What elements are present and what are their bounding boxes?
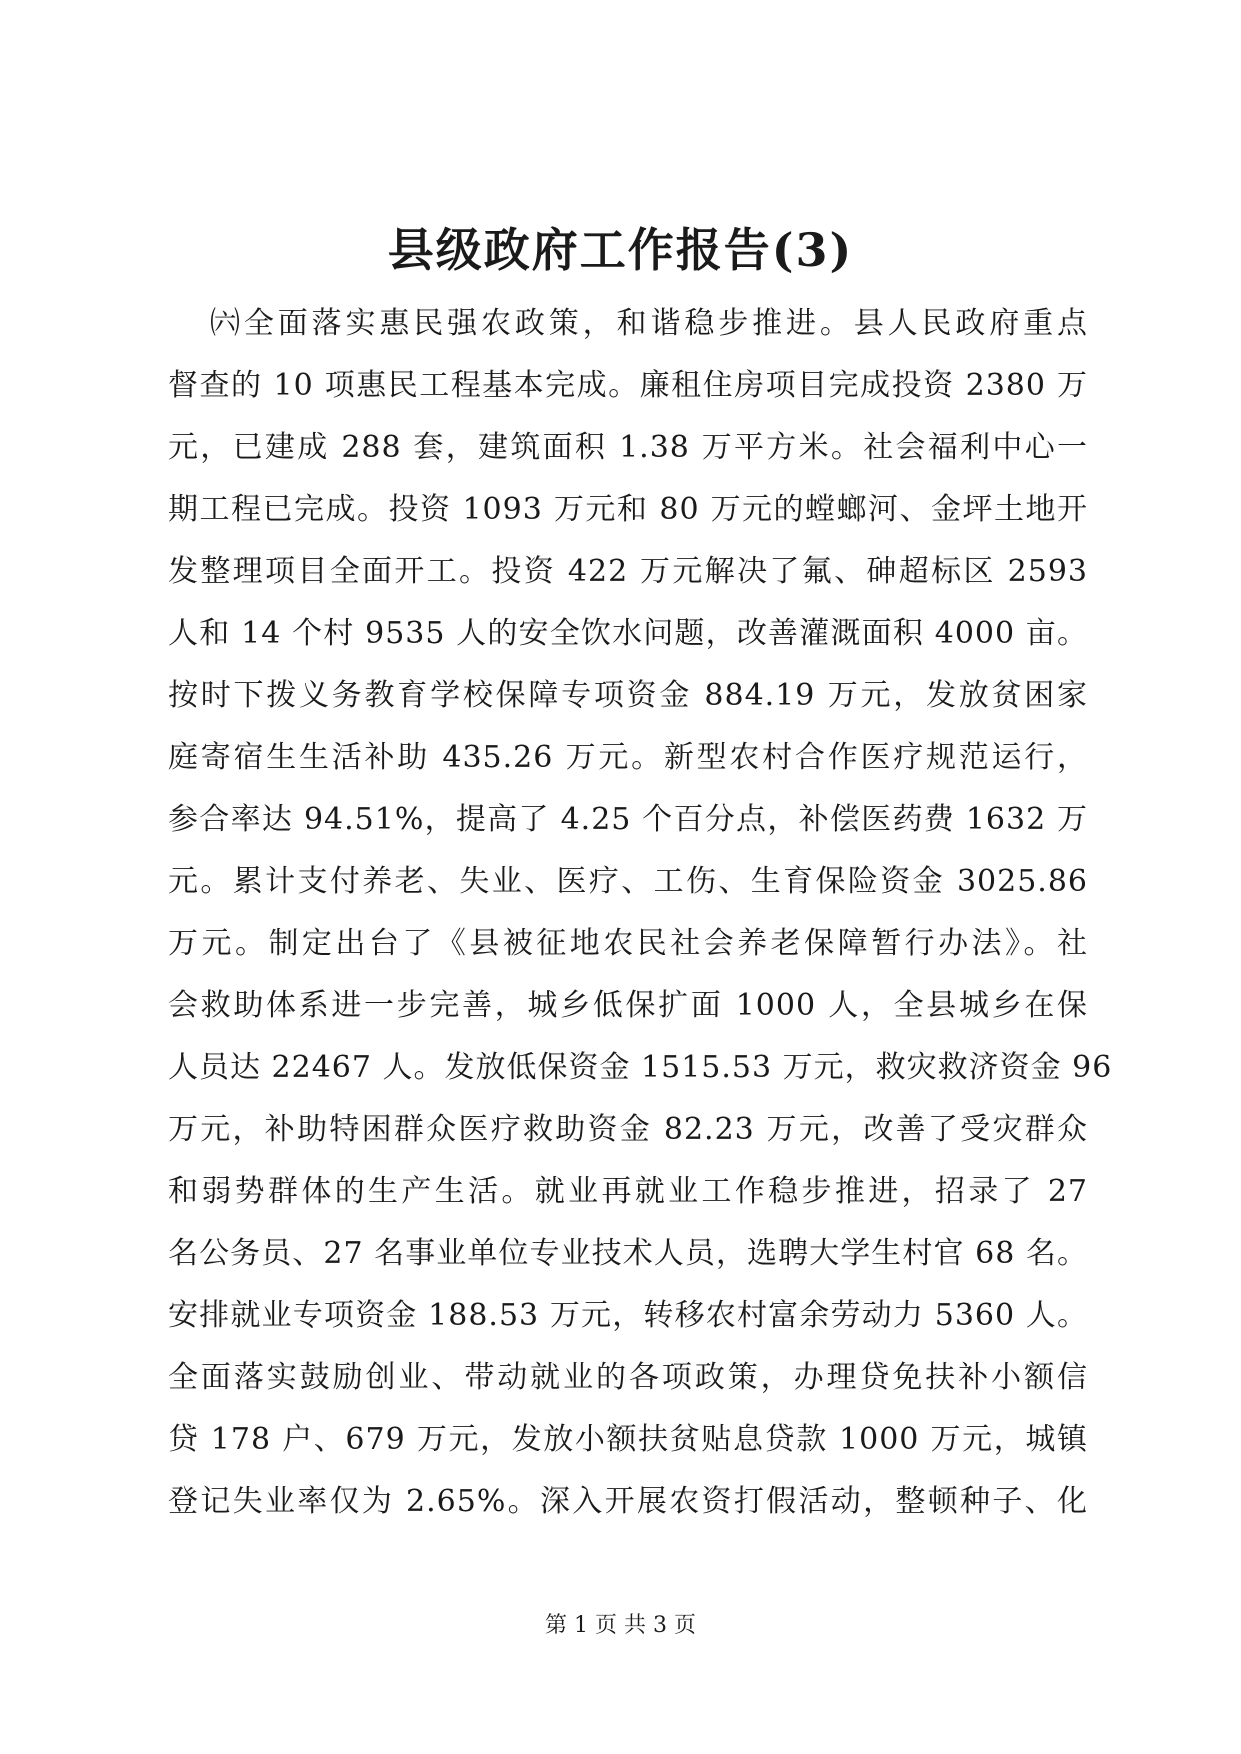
body-line: 参合率达 94.51%，提高了 4.25 个百分点，补偿医药费 1632 万 bbox=[168, 802, 1088, 837]
body-line: 万元。制定出台了《县被征地农民社会养老保障暂行办法》。社 bbox=[168, 926, 1088, 961]
body-line: 人和 14 个村 9535 人的安全饮水问题，改善灌溉面积 4000 亩。 bbox=[168, 616, 1088, 651]
document-title: 县级政府工作报告(3) bbox=[387, 223, 854, 277]
body-line: 安排就业专项资金 188.53 万元，转移农村富余劳动力 5360 人。 bbox=[168, 1298, 1088, 1333]
page-footer: 第 1 页 共 3 页 bbox=[545, 1613, 696, 1638]
body-line: 会救助体系进一步完善，城乡低保扩面 1000 人，全县城乡在保 bbox=[168, 988, 1088, 1023]
body-line: 登记失业率仅为 2.65%。深入开展农资打假活动，整顿种子、化 bbox=[168, 1484, 1088, 1519]
body-line: ㈥全面落实惠民强农政策，和谐稳步推进。县人民政府重点 bbox=[210, 306, 1088, 341]
body-line: 名公务员、27 名事业单位专业技术人员，选聘大学生村官 68 名。 bbox=[168, 1236, 1088, 1271]
body-line: 按时下拨义务教育学校保障专项资金 884.19 万元，发放贫困家 bbox=[168, 678, 1088, 713]
body-line: 贷 178 户、679 万元，发放小额扶贫贴息贷款 1000 万元，城镇 bbox=[168, 1422, 1088, 1457]
document-body bbox=[168, 293, 1113, 1533]
body-line: 督查的 10 项惠民工程基本完成。廉租住房项目完成投资 2380 万 bbox=[168, 368, 1088, 403]
body-line: 庭寄宿生生活补助 435.26 万元。新型农村合作医疗规范运行， bbox=[168, 740, 1088, 775]
body-line: 发整理项目全面开工。投资 422 万元解决了氟、砷超标区 2593 bbox=[168, 554, 1088, 589]
body-line: 元。累计支付养老、失业、医疗、工伤、生育保险资金 3025.86 bbox=[168, 864, 1088, 899]
body-line: 元，已建成 288 套，建筑面积 1.38 万平方米。社会福利中心一 bbox=[168, 430, 1088, 465]
body-line: 期工程已完成。投资 1093 万元和 80 万元的螳螂河、金坪土地开 bbox=[168, 492, 1088, 527]
body-line: 人员达 22467 人。发放低保资金 1515.53 万元，救灾救济资金 96 bbox=[168, 1050, 1113, 1085]
body-line: 万元，补助特困群众医疗救助资金 82.23 万元，改善了受灾群众 bbox=[168, 1112, 1088, 1147]
body-line: 和弱势群体的生产生活。就业再就业工作稳步推进，招录了 27 bbox=[168, 1174, 1088, 1209]
body-line: 全面落实鼓励创业、带动就业的各项政策，办理贷免扶补小额信 bbox=[168, 1360, 1088, 1395]
